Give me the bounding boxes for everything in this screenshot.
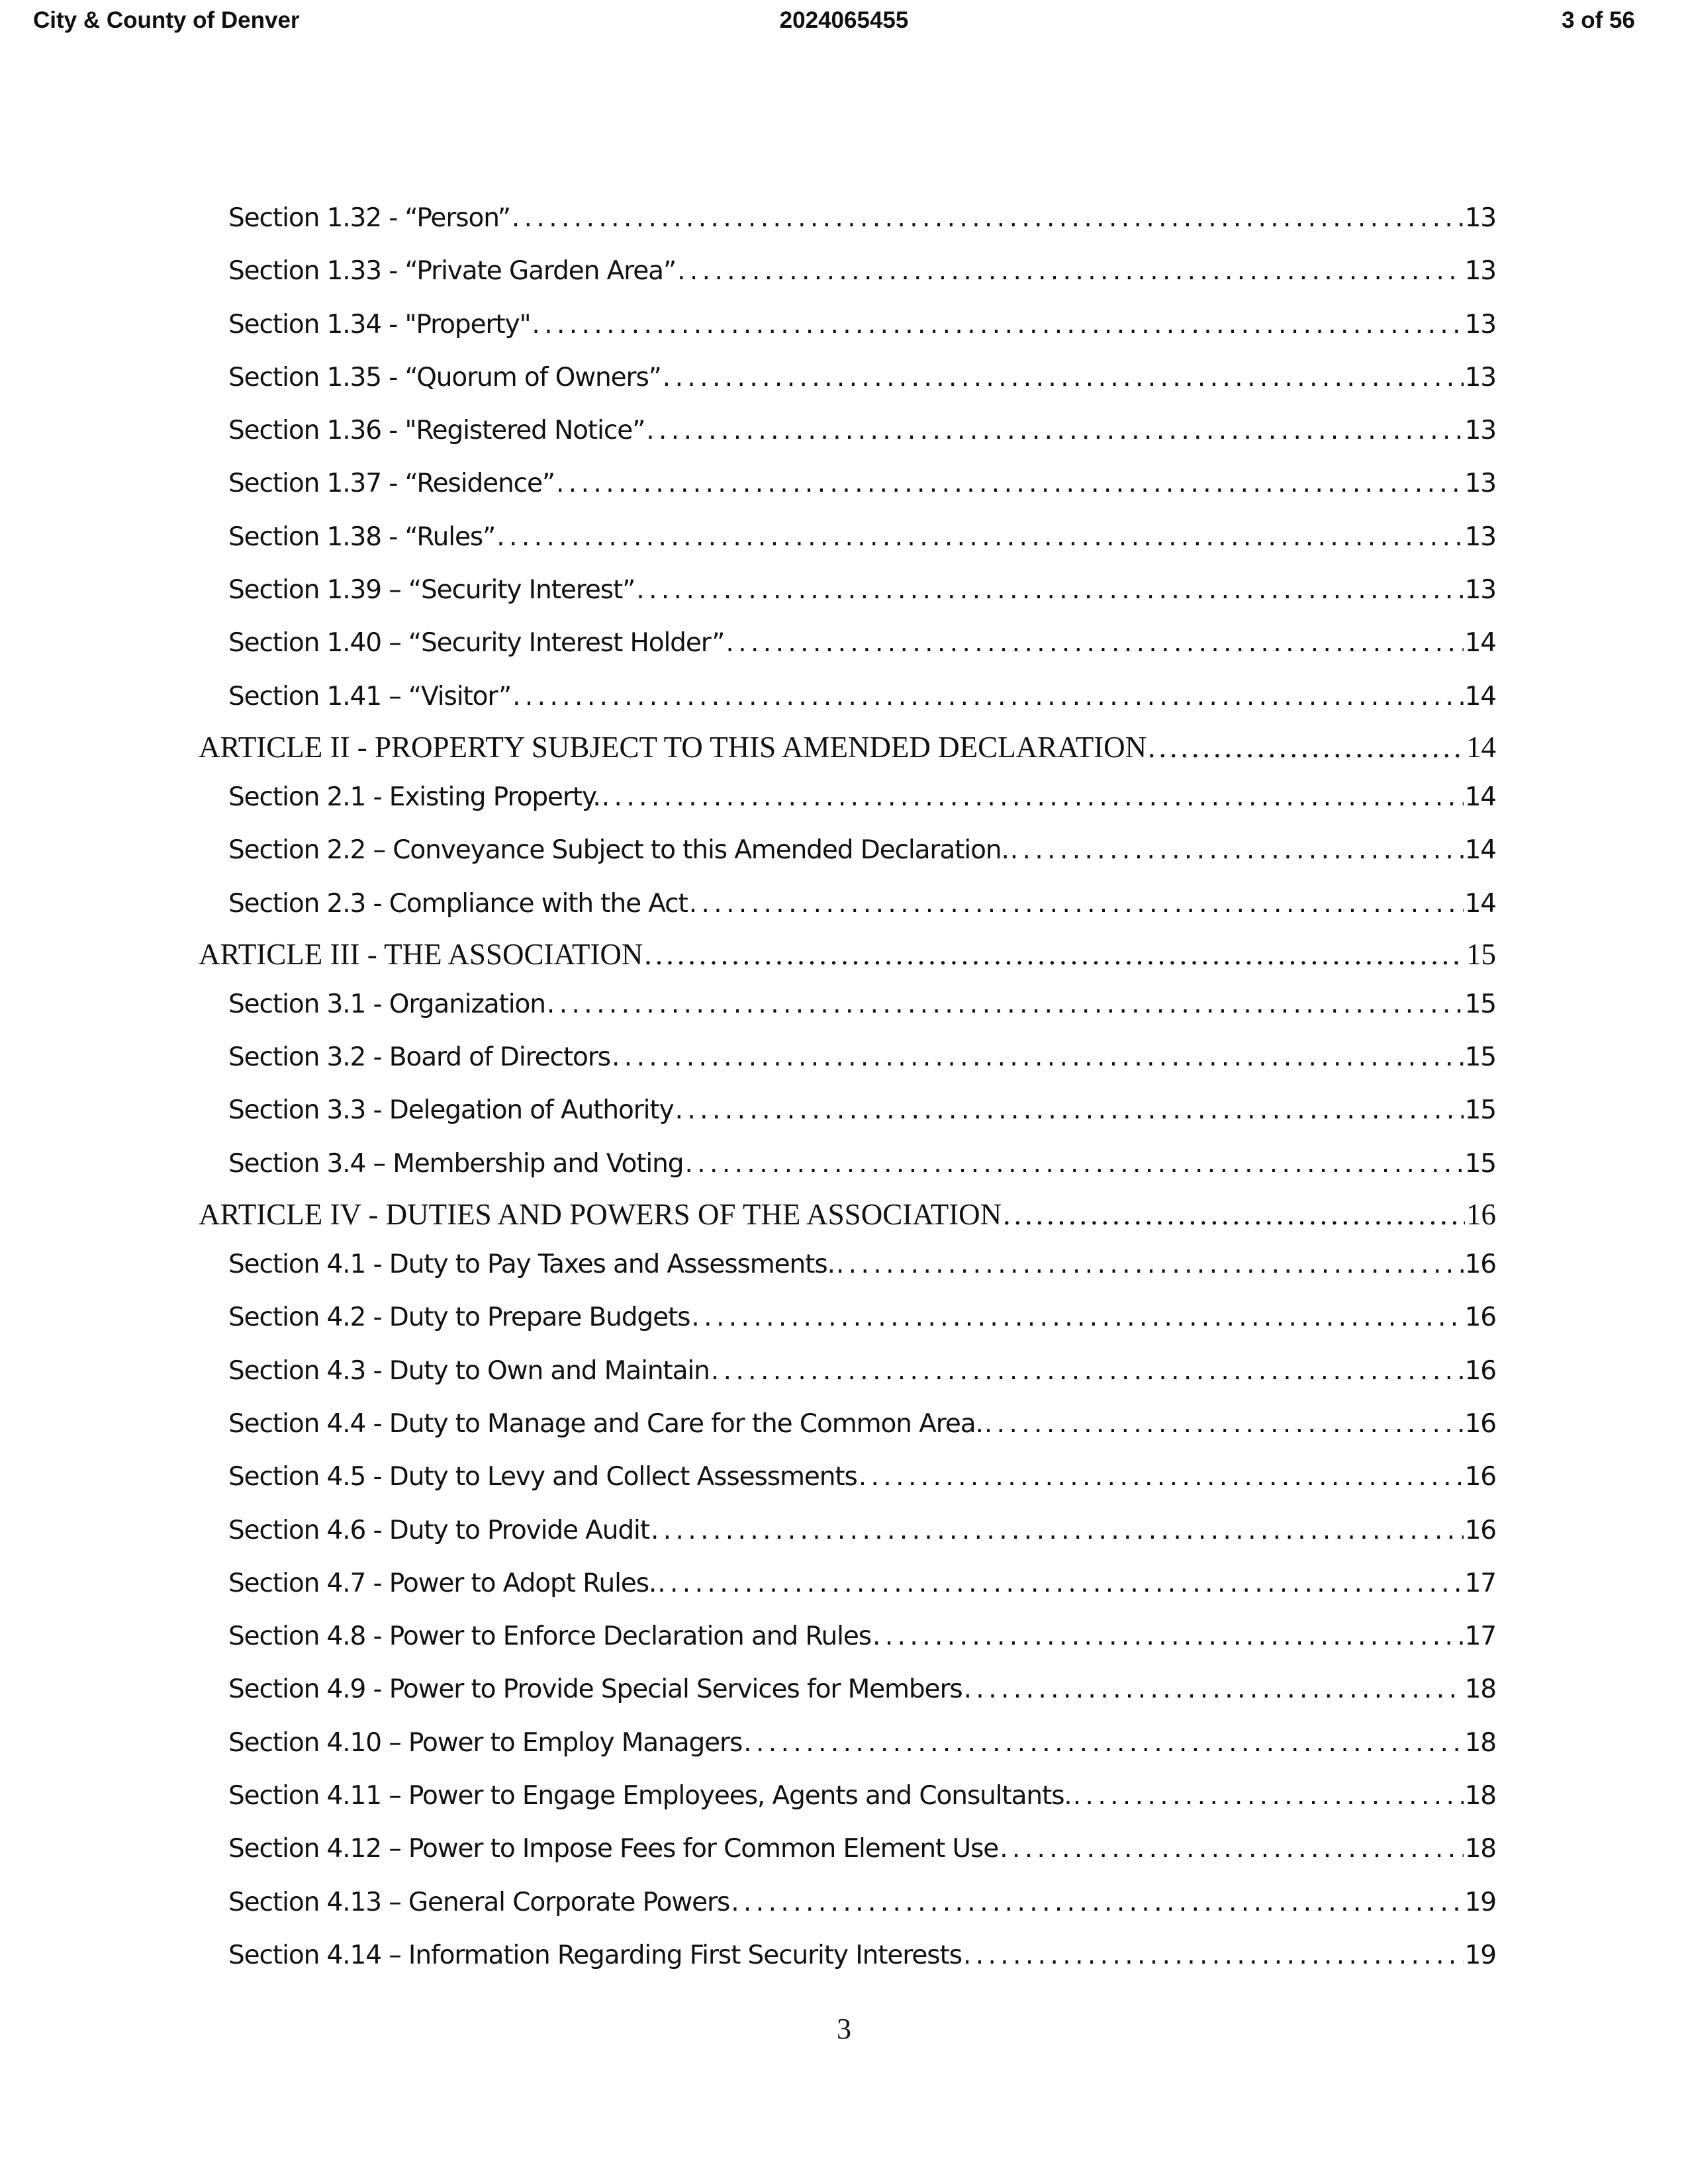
toc-section-entry: [0, 1451, 1688, 1504]
toc-entry-title: Section 2.2 – Conveyance Subject to this Amended Declaration.: [228, 835, 1009, 866]
toc-entry-title: Section 1.41 – “Visitor”: [228, 681, 512, 711]
toc-dot-leader: [646, 404, 1463, 457]
toc-entry-title: Section 4.13 – General Corporate Powers: [228, 1887, 730, 1917]
toc-entry-title: Section 3.1 - Organization: [228, 989, 545, 1019]
toc-section-entry: [0, 1876, 1688, 1929]
toc-dot-leader: [651, 1504, 1464, 1557]
toc-entry-page: 16: [1464, 1250, 1496, 1280]
toc-dot-leader: [512, 192, 1464, 245]
toc-dot-leader: [657, 1557, 1463, 1610]
toc-section-entry: [0, 670, 1688, 723]
header-page-count: 3 of 56: [1562, 7, 1635, 33]
toc-dot-leader: [689, 878, 1464, 931]
toc-entry-title: Section 3.4 – Membership and Voting: [228, 1148, 684, 1179]
toc-entry-title: Section 1.40 – “Security Interest Holder”: [228, 628, 725, 659]
toc-section-entry: [0, 564, 1688, 617]
toc-section-entry: [0, 298, 1688, 351]
toc-dot-leader: [1010, 824, 1464, 877]
toc-entry-title: ARTICLE III - THE ASSOCIATION: [199, 937, 643, 971]
toc-entry-page: 15: [1464, 1148, 1496, 1179]
toc-section-entry: [0, 1138, 1688, 1191]
toc-entry-page: 17: [1464, 1568, 1496, 1598]
toc-entry-title: Section 2.3 - Compliance with the Act: [228, 888, 688, 919]
toc-section-entry: [0, 824, 1688, 877]
toc-dot-leader: [726, 617, 1463, 670]
toc-entry-title: Section 4.11 – Power to Engage Employees, Agents and Consultants.: [228, 1781, 1072, 1811]
toc-entry-title: Section 4.4 - Duty to Manage and Care for the Common Area.: [228, 1408, 983, 1439]
toc-entry-title: Section 4.7 - Power to Adopt Rules.: [228, 1568, 657, 1598]
toc-section-entry: [0, 404, 1688, 457]
table-of-contents: [0, 192, 1688, 1982]
toc-section-entry: [0, 1823, 1688, 1876]
toc-entry-title: Section 1.35 - “Quorum of Owners”: [228, 362, 661, 392]
toc-dot-leader: [496, 511, 1463, 564]
toc-entry-page: 13: [1464, 309, 1496, 340]
toc-section-entry: [0, 245, 1688, 298]
toc-entry-title: Section 4.10 – Power to Employ Managers: [228, 1727, 743, 1758]
toc-article-entry: [0, 1191, 1688, 1238]
toc-entry-page: 15: [1464, 1095, 1496, 1126]
toc-entry-page: 14: [1464, 628, 1496, 659]
toc-section-entry: [0, 511, 1688, 564]
toc-entry-title: Section 4.6 - Duty to Provide Audit: [228, 1515, 649, 1545]
toc-section-entry: [0, 1504, 1688, 1557]
toc-dot-leader: [984, 1398, 1464, 1451]
toc-entry-title: Section 3.2 - Board of Directors: [228, 1042, 610, 1073]
toc-entry-page: 14: [1464, 888, 1496, 919]
toc-entry-title: Section 4.3 - Duty to Own and Maintain: [228, 1355, 710, 1386]
toc-dot-leader: [663, 351, 1464, 404]
toc-dot-leader: [872, 1610, 1464, 1663]
toc-section-entry: [0, 617, 1688, 670]
toc-entry-page: 19: [1464, 1887, 1496, 1917]
toc-entry-page: 13: [1464, 575, 1496, 606]
toc-dot-leader: [644, 931, 1465, 978]
toc-entry-title: Section 1.37 - “Residence”: [228, 469, 555, 499]
toc-entry-page: 13: [1464, 362, 1496, 392]
toc-section-entry: [0, 1663, 1688, 1716]
toc-dot-leader: [512, 670, 1463, 723]
toc-entry-page: 18: [1464, 1781, 1496, 1811]
toc-entry-title: Section 1.38 - “Rules”: [228, 522, 496, 552]
toc-entry-page: 14: [1464, 835, 1496, 866]
toc-entry-page: 16: [1464, 1408, 1496, 1439]
toc-dot-leader: [602, 771, 1464, 824]
toc-entry-title: ARTICLE IV - DUTIES AND POWERS OF THE ASSOCIATION: [199, 1198, 1002, 1232]
toc-entry-title: Section 1.39 – “Security Interest”: [228, 575, 635, 606]
toc-section-entry: [0, 1291, 1688, 1344]
toc-dot-leader: [743, 1717, 1463, 1770]
toc-entry-page: 15: [1466, 937, 1496, 971]
toc-dot-leader: [684, 1138, 1463, 1191]
toc-section-entry: [0, 1717, 1688, 1770]
toc-entry-page: 16: [1464, 1302, 1496, 1333]
toc-section-entry: [0, 1610, 1688, 1663]
toc-entry-title: Section 4.9 - Power to Provide Special Services for Members: [228, 1674, 962, 1705]
toc-dot-leader: [964, 1663, 1464, 1716]
toc-entry-page: 16: [1464, 1462, 1496, 1492]
toc-entry-page: 13: [1464, 256, 1496, 287]
toc-section-entry: [0, 1929, 1688, 1982]
toc-dot-leader: [1073, 1770, 1464, 1823]
toc-entry-page: 16: [1466, 1198, 1496, 1232]
toc-dot-leader: [677, 245, 1464, 298]
toc-section-entry: [0, 1238, 1688, 1291]
toc-entry-title: Section 4.5 - Duty to Levy and Collect Assessments: [228, 1462, 857, 1492]
toc-entry-page: 15: [1464, 1042, 1496, 1073]
toc-entry-title: ARTICLE II - PROPERTY SUBJECT TO THIS AMENDED DECLARATION: [199, 730, 1147, 764]
toc-section-entry: [0, 1557, 1688, 1610]
toc-dot-leader: [963, 1929, 1464, 1982]
toc-entry-page: 14: [1464, 681, 1496, 711]
toc-article-entry: [0, 723, 1688, 771]
toc-entry-page: 14: [1464, 782, 1496, 812]
toc-entry-page: 13: [1464, 203, 1496, 233]
toc-entry-page: 14: [1466, 730, 1496, 764]
toc-section-entry: [0, 771, 1688, 824]
toc-dot-leader: [1000, 1823, 1463, 1876]
toc-entry-page: 18: [1464, 1674, 1496, 1705]
toc-section-entry: [0, 1031, 1688, 1084]
toc-dot-leader: [1148, 723, 1465, 771]
toc-section-entry: [0, 192, 1688, 245]
toc-entry-page: 18: [1464, 1727, 1496, 1758]
toc-dot-leader: [636, 564, 1463, 617]
toc-dot-leader: [859, 1451, 1464, 1504]
toc-entry-page: 13: [1464, 522, 1496, 552]
toc-entry-title: Section 4.8 - Power to Enforce Declaration and Rules: [228, 1621, 872, 1652]
toc-dot-leader: [612, 1031, 1464, 1084]
toc-entry-title: Section 1.33 - “Private Garden Area”: [228, 256, 677, 287]
toc-section-entry: [0, 978, 1688, 1031]
toc-entry-title: Section 2.1 - Existing Property.: [228, 782, 600, 812]
toc-section-entry: [0, 351, 1688, 404]
toc-entry-title: Section 1.34 - "Property": [228, 309, 531, 340]
toc-entry-title: Section 4.2 - Duty to Prepare Budgets: [228, 1302, 690, 1333]
toc-entry-page: 13: [1464, 416, 1496, 446]
toc-entry-page: 19: [1464, 1940, 1496, 1970]
toc-dot-leader: [1003, 1191, 1465, 1238]
toc-dot-leader: [556, 457, 1464, 510]
toc-dot-leader: [532, 298, 1463, 351]
header-county: City & County of Denver: [33, 7, 300, 33]
toc-entry-title: Section 4.14 – Information Regarding First Security Interests: [228, 1940, 962, 1970]
toc-dot-leader: [836, 1238, 1464, 1291]
toc-section-entry: [0, 1398, 1688, 1451]
toc-section-entry: [0, 1770, 1688, 1823]
toc-entry-title: Section 3.3 - Delegation of Authority: [228, 1095, 674, 1126]
toc-dot-leader: [547, 978, 1464, 1031]
toc-entry-title: Section 1.36 - "Registered Notice”: [228, 416, 645, 446]
toc-dot-leader: [691, 1291, 1463, 1344]
toc-entry-page: 15: [1464, 989, 1496, 1019]
toc-section-entry: [0, 1084, 1688, 1137]
toc-entry-page: 16: [1464, 1355, 1496, 1386]
toc-entry-page: 18: [1464, 1834, 1496, 1864]
toc-section-entry: [0, 1345, 1688, 1398]
toc-entry-title: Section 4.12 – Power to Impose Fees for Common Element Use: [228, 1834, 999, 1864]
page-number: 3: [837, 2013, 851, 2045]
toc-section-entry: [0, 457, 1688, 510]
header-reception-number: 2024065455: [779, 7, 909, 33]
toc-entry-page: 17: [1464, 1621, 1496, 1652]
toc-entry-title: Section 4.1 - Duty to Pay Taxes and Assessments.: [228, 1250, 835, 1280]
toc-entry-page: 13: [1464, 469, 1496, 499]
toc-section-entry: [0, 878, 1688, 931]
toc-entry-title: Section 1.32 - “Person”: [228, 203, 510, 233]
toc-dot-leader: [711, 1345, 1464, 1398]
toc-dot-leader: [731, 1876, 1463, 1929]
toc-entry-page: 16: [1464, 1515, 1496, 1545]
toc-dot-leader: [675, 1084, 1464, 1137]
toc-article-entry: [0, 931, 1688, 978]
